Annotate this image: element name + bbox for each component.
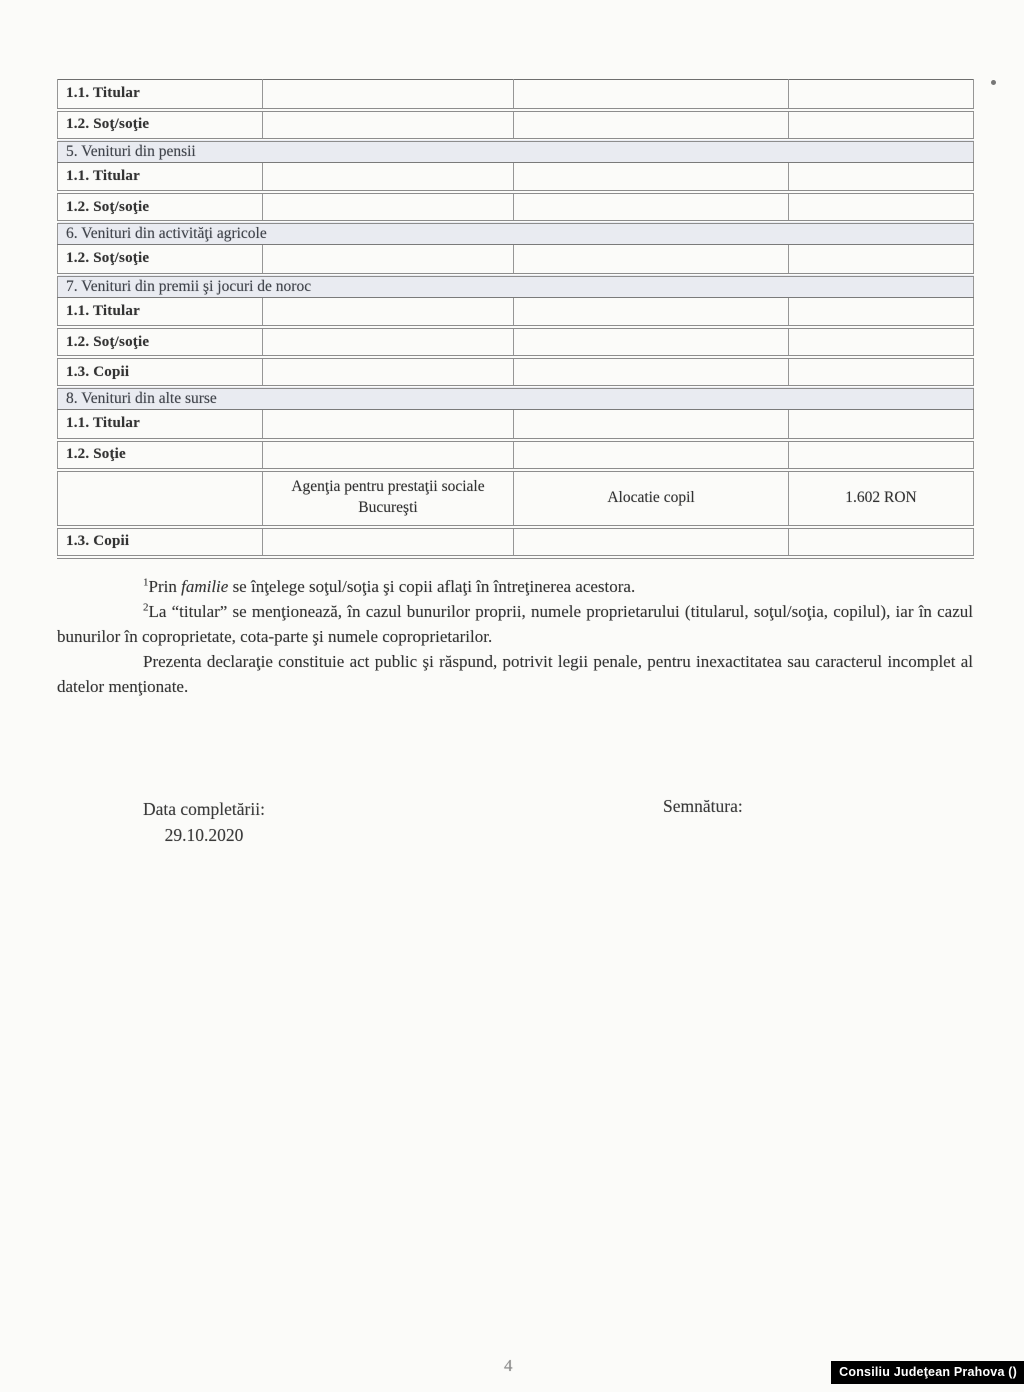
row-label-cell: 1.1. Titular [58,410,263,440]
value-cell [514,80,789,110]
value-cell: 1.602 RON [789,470,974,527]
value-cell [514,357,789,387]
row-label-cell: 1.2. Soţie [58,440,263,470]
row-label-cell: 1.1. Titular [58,162,263,192]
date-value: 29.10.2020 [164,824,244,845]
value-cell [789,245,974,275]
section-header-label: 7. Venituri din premii şi jocuri de noroc [58,275,974,298]
row-label-cell: 1.3. Copii [58,527,263,557]
footnote-family [57,574,973,599]
declaration-statement [57,649,973,699]
value-cell [514,297,789,327]
value-cell [514,245,789,275]
section-header-label: 6. Venituri din activităţi agricole [58,222,974,245]
value-cell [789,527,974,557]
value-cell [263,110,514,140]
footnote-2-marker: 2 [143,600,149,613]
section-header-row [58,275,974,298]
row-label-cell: 1.2. Soţ/soţie [58,192,263,222]
income-table-body [58,80,974,557]
signature-label: Semnătura: [663,795,743,816]
footnote-1-italic-word: familie [181,576,229,596]
table-row [58,357,974,387]
date-block [143,796,265,848]
row-label-cell: 1.2. Soţ/soţie [58,245,263,275]
value-cell [514,192,789,222]
document-content [57,79,973,866]
value-cell [789,327,974,357]
value-cell [263,527,514,557]
value-cell [263,327,514,357]
table-row [58,527,974,557]
table-row [58,80,974,110]
table-row [58,440,974,470]
scan-artifact-dot [991,80,996,85]
value-cell [263,245,514,275]
value-cell [514,440,789,470]
page-number: 4 [504,1356,513,1375]
value-cell [263,440,514,470]
value-cell [789,162,974,192]
value-cell [789,297,974,327]
value-cell [263,80,514,110]
table-row [58,245,974,275]
value-cell [263,192,514,222]
row-label-cell: 1.2. Soţ/soţie [58,110,263,140]
value-cell [263,357,514,387]
value-cell [789,192,974,222]
value-cell [514,327,789,357]
section-header-label: 5. Venituri din pensii [58,140,974,163]
signing-section [57,796,973,866]
declaration-statement-text: Prezenta declaraţie constituie act public şi răspund, potrivit legii penale, pentru inexactitatea sau caracterul incomplet al datelor menţionate. [57,651,973,696]
footnote-titular [57,599,973,649]
table-row [58,410,974,440]
value-cell [263,410,514,440]
value-cell [789,410,974,440]
value-cell: Alocatie copil [514,470,789,527]
income-data-row [58,470,974,527]
value-cell [263,297,514,327]
footnote-1-marker: 1 [143,575,149,588]
value-cell [789,440,974,470]
section-header-label: 8. Venituri din alte surse [58,387,974,410]
row-label-cell: 1.2. Soţ/soţie [58,327,263,357]
income-table [57,79,974,559]
value-cell [514,410,789,440]
value-cell [263,162,514,192]
row-label-cell: 1.1. Titular [58,80,263,110]
row-label-cell: 1.3. Copii [58,357,263,387]
section-header-row [58,140,974,163]
row-label-cell: 1.1. Titular [58,297,263,327]
table-row [58,297,974,327]
value-cell [789,80,974,110]
footnotes [57,574,973,699]
table-row [58,162,974,192]
table-row [58,110,974,140]
value-cell [514,110,789,140]
watermark-badge: Consiliu Judeţean Prahova () [831,1361,1024,1384]
date-label: Data completării: [143,798,265,819]
section-header-row [58,222,974,245]
table-row [58,192,974,222]
footnote-1-text-pre: Prin [148,576,182,596]
footnote-2-text: La “titular” se menţionează, în cazul bunurilor proprii, numele proprietarului (titularul, soţul/soţia, copilul), iar în cazul bunurilor în coproprietate, cota-parte şi numele coproprietarilor. [57,601,973,646]
row-label-cell [58,470,263,527]
table-row [58,327,974,357]
footnote-1-text-post: se înţelege soţul/soţia şi copii aflaţi în întreţinerea acestora. [228,576,636,596]
value-cell [514,162,789,192]
value-cell [514,527,789,557]
section-header-row [58,387,974,410]
value-cell [789,110,974,140]
value-cell: Agenţia pentru prestaţii sociale Bucureşti [263,470,514,527]
value-cell [789,357,974,387]
